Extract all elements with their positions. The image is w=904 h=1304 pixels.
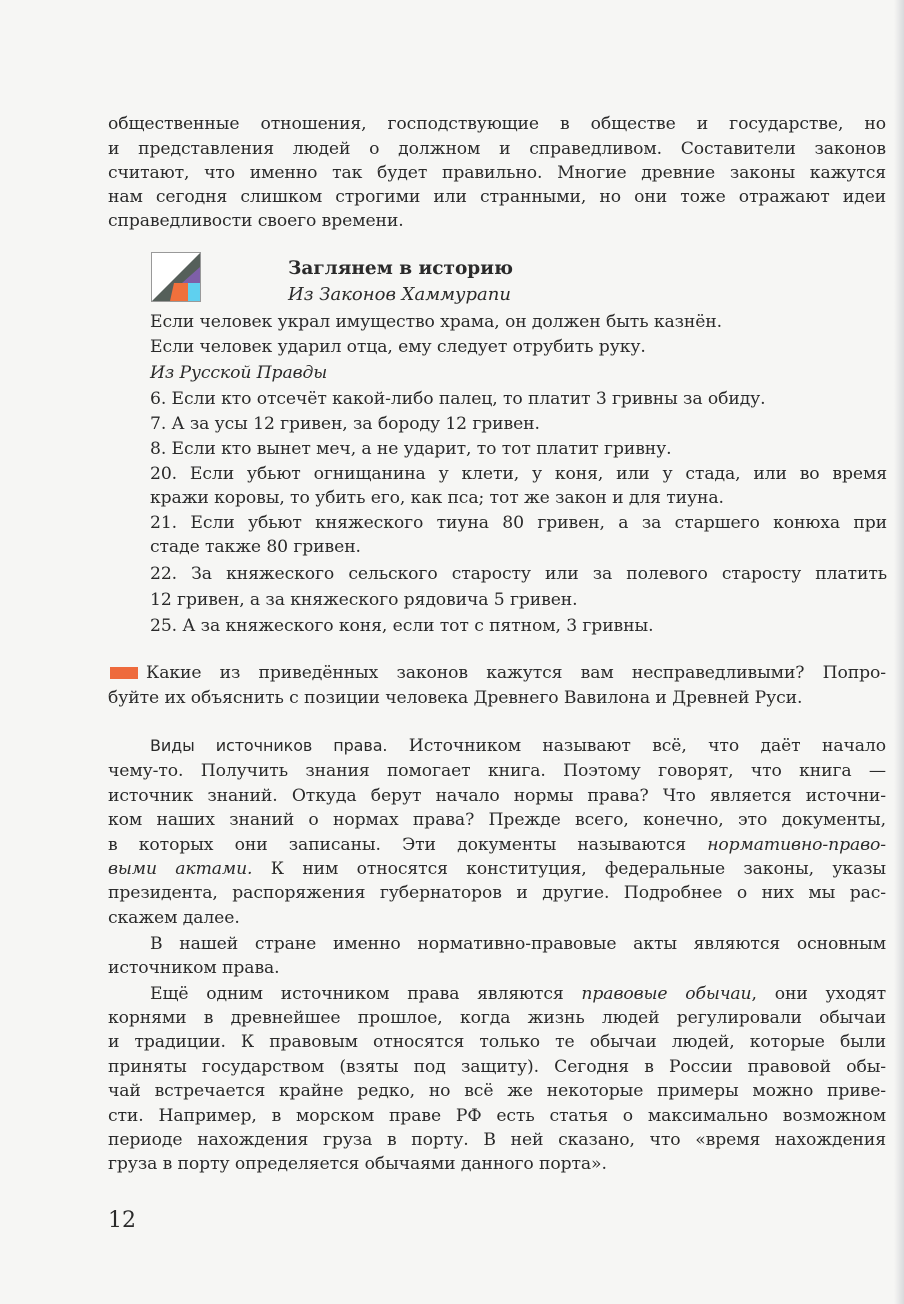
text-line: считают, что именно так будет правильно. Многие древние законы кажутся	[108, 163, 886, 183]
text-segment: Источником называют всё, что даёт начало	[387, 736, 886, 756]
pravda-title: Из Русской Правды	[150, 363, 328, 383]
section-heading: Виды источников права.	[150, 736, 388, 755]
text-line: В нашей стране именно нормативно-правовые акты являются основным	[150, 934, 886, 954]
text-line: источник знаний. Откуда берут начало нормы права? Что является источни-	[108, 786, 886, 806]
text-line: Если человек ударил отца, ему следует отрубить руку.	[150, 337, 646, 357]
text-line: груза в порту определяется обычаями данного порта».	[108, 1154, 607, 1174]
text-segment: , они уходят	[751, 984, 886, 1004]
text-segment: Ещё одним источником права являются	[150, 984, 582, 1004]
text-line: скажем далее.	[108, 908, 240, 928]
page-number: 12	[108, 1208, 136, 1233]
text-line: кражи коровы, то убить его, как пса; тот же закон и для тиуна.	[150, 488, 724, 508]
text-line: 7. А за усы 12 гривен, за бороду 12 гривен.	[150, 414, 540, 434]
text-line: 22. За княжеского сельского старосту или за полевого старосту платить	[150, 564, 887, 584]
text-line: и традиции. К правовым относятся только те обычаи людей, которые были	[108, 1032, 886, 1052]
text-line	[108, 833, 886, 857]
emphasized-term: нормативно-право-	[707, 835, 886, 855]
text-line: 6. Если кто отсечёт какой-либо палец, то платит 3 гривны за обиду.	[150, 389, 766, 409]
text-line: нам сегодня слишком строгими или странными, но они тоже отражают идеи	[108, 187, 886, 207]
text-line: 21. Если убьют княжеского тиуна 80 гривен, а за старшего конюха при	[150, 513, 887, 533]
text-segment: в которых они записаны. Эти документы называются	[108, 835, 708, 855]
text-line	[150, 982, 886, 1006]
page-edge	[894, 0, 904, 1304]
text-segment: К ним относятся конституция, федеральные законы, указы	[252, 859, 886, 879]
text-line: чай встречается крайне редко, но всё же некоторые примеры можно приве-	[108, 1081, 886, 1101]
text-line	[108, 857, 886, 881]
text-line: справедливости своего времени.	[108, 211, 404, 231]
text-line: корнями в древнейшее прошлое, когда жизнь людей регулировали обычаи	[108, 1008, 886, 1028]
text-line	[150, 734, 886, 758]
history-box-heading: Заглянем в историю	[288, 258, 513, 279]
question-marker-icon	[110, 667, 138, 679]
text-line: буйте их объяснить с позиции человека Древнего Вавилона и Древней Руси.	[108, 688, 803, 708]
text-line: 20. Если убьют огнищанина у клети, у коня, или у стада, или во время	[150, 464, 887, 484]
text-line: стаде также 80 гривен.	[150, 537, 361, 557]
text-line: источником права.	[108, 958, 280, 978]
emphasized-term: правовые обычаи	[581, 984, 752, 1004]
text-line: сти. Например, в морском праве РФ есть статья о максимально возможном	[108, 1106, 886, 1126]
history-box-icon	[151, 252, 201, 302]
text-line: 12 гривен, а за княжеского рядовича 5 гривен.	[150, 590, 578, 610]
text-line: общественные отношения, господствующие в обществе и государстве, но	[108, 114, 886, 134]
emphasized-term: выми актами.	[108, 859, 253, 879]
text-line: 8. Если кто вынет меч, а не ударит, то тот платит гривну.	[150, 439, 672, 459]
text-line: Какие из приведённых законов кажутся вам несправедливыми? Попро-	[146, 663, 886, 683]
text-line: Если человек украл имущество храма, он должен быть казнён.	[150, 312, 723, 332]
text-line: периоде нахождения груза в порту. В ней сказано, что «время нахождения	[108, 1130, 886, 1150]
text-line: приняты государством (взяты под защиту). Сегодня в России правовой обы-	[108, 1057, 886, 1077]
text-line: и представления людей о должном и справедливом. Составители законов	[108, 139, 886, 159]
text-line: президента, распоряжения губернаторов и другие. Подробнее о них мы рас-	[108, 883, 886, 903]
text-line: чему-то. Получить знания помогает книга. Поэтому говорят, что книга —	[108, 761, 886, 781]
text-line: ком наших знаний о нормах права? Прежде всего, конечно, это документы,	[108, 810, 886, 830]
history-box-subtitle: Из Законов Хаммурапи	[288, 284, 511, 305]
text-line: 25. А за княжеского коня, если тот с пятном, 3 гривны.	[150, 616, 654, 636]
